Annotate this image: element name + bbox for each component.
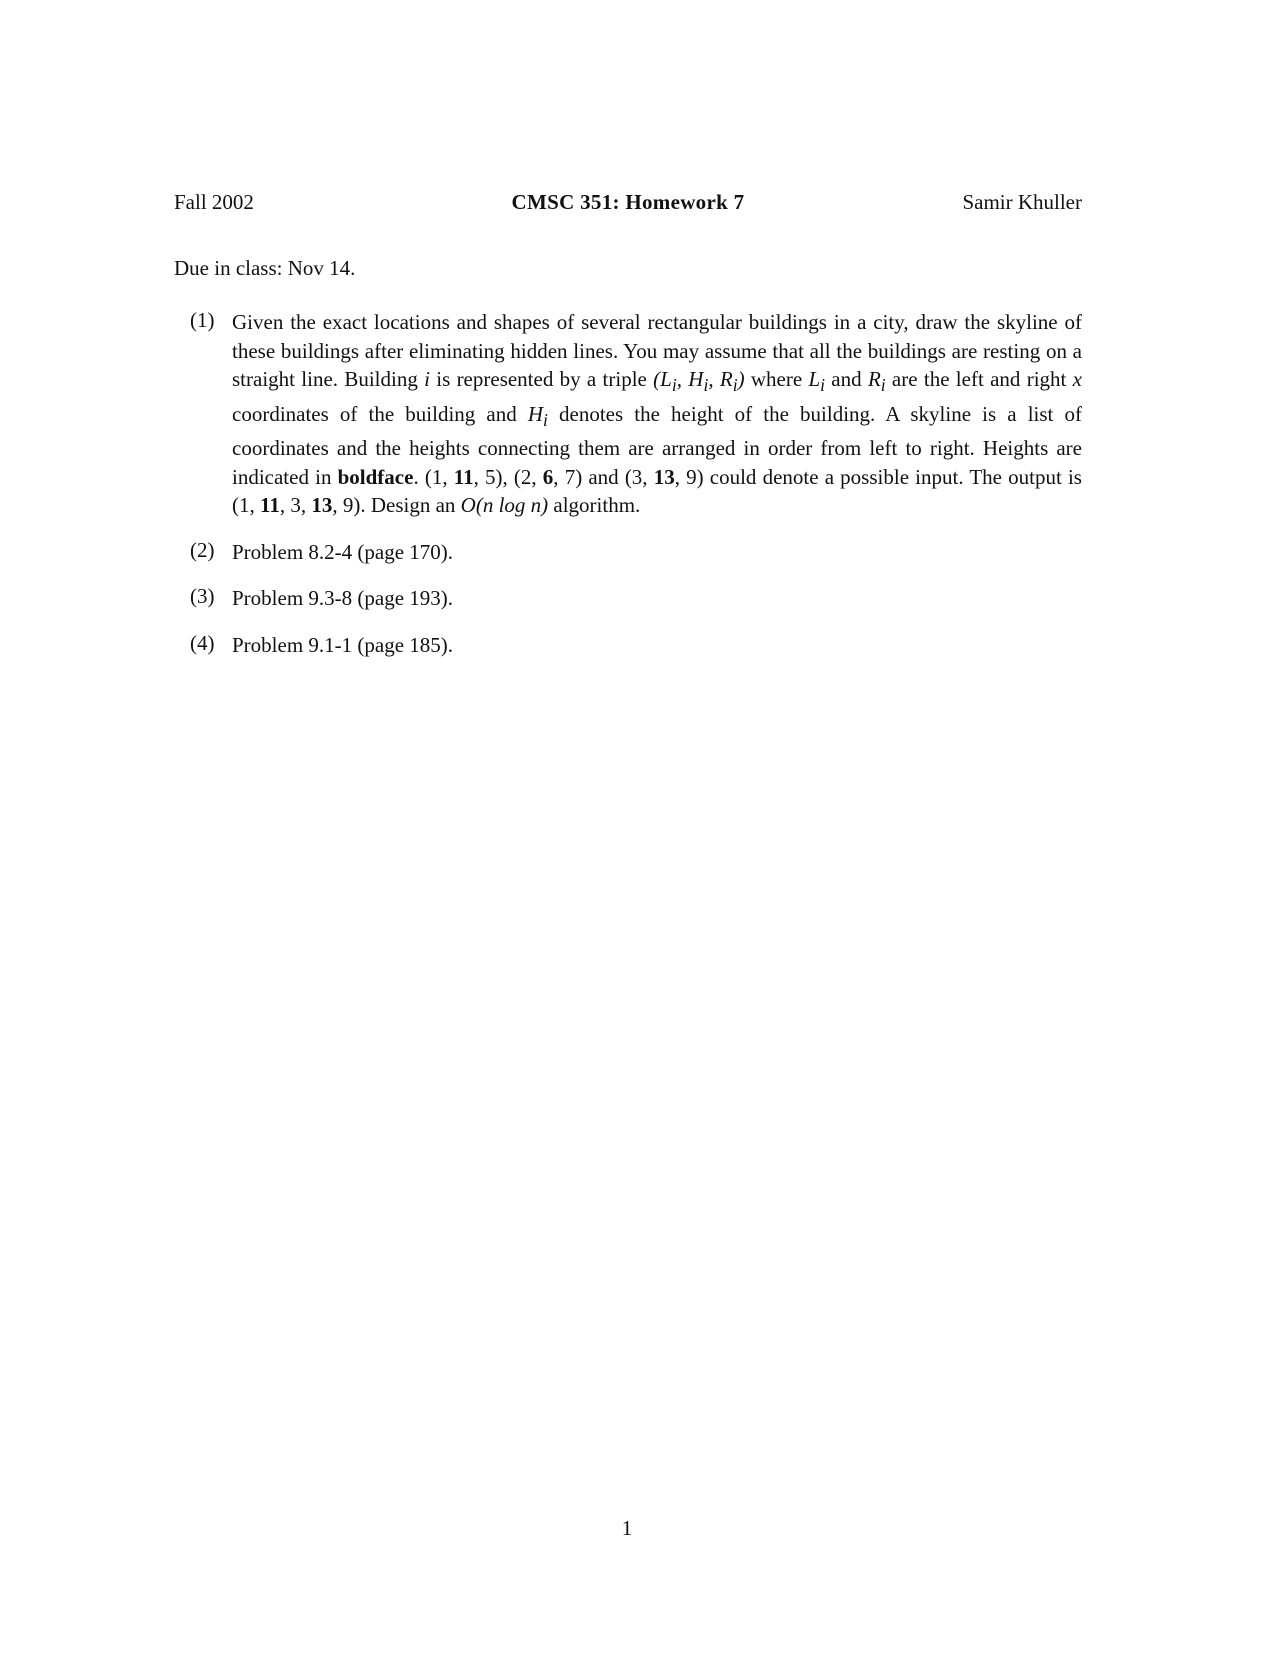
problem-1 (190, 308, 1082, 520)
math-Ri: $R_i$ (867, 367, 886, 396)
height-value: 13 (653, 464, 675, 489)
text-run: algorithm. (548, 493, 641, 518)
problem-text (232, 308, 1082, 520)
height-value: 11 (260, 493, 280, 518)
problem-2 (190, 538, 1082, 567)
math-triple: ($L_i$, $H_i$, $R_i$) (653, 367, 745, 396)
homework-title: CMSC 351: Homework 7 (511, 190, 745, 214)
math-Hi: $H_i$ (527, 401, 548, 430)
math-var: R (867, 367, 881, 391)
text-run: and (825, 367, 868, 391)
text-run: , 7) and (3, (553, 464, 654, 489)
due-date: Due in class: Nov 14. (174, 256, 356, 280)
problem-text: Problem 8.2-4 (page 170). (232, 539, 454, 564)
problem-number: (4) (190, 630, 215, 655)
height-value: 11 (453, 464, 474, 489)
math-var: L (808, 367, 821, 391)
text-run: , 5), (2, (473, 464, 543, 489)
height-value: 6 (542, 464, 554, 489)
text-run: are the left and right (885, 367, 1073, 391)
bold-word: boldface (337, 464, 414, 489)
problem-list (190, 308, 1082, 677)
text-run: coordinates of the building and (232, 401, 528, 426)
page-header (174, 190, 1082, 222)
problem-text: Problem 9.1-1 (page 185). (232, 632, 454, 657)
text-run: , 9). Design an (332, 493, 461, 518)
text-run: Given the exact locations and shapes of several rectangular buildings in a city, draw the skyline of these buildings after eliminating hidden lines. You may assume that all the buildings are resting on a straight line. Building (232, 310, 1082, 391)
height-value: 13 (311, 493, 333, 518)
complexity-expression: O(n log n) (460, 493, 549, 518)
problem-3 (190, 584, 1082, 613)
math-var: (L (653, 367, 672, 391)
page-number: 1 (621, 1516, 633, 1540)
problem-number: (3) (190, 584, 215, 609)
text-run: , 9) could denote a possible input. The output is (1, (232, 464, 1082, 518)
math-var: H (527, 401, 544, 426)
term-label: Fall 2002 (174, 190, 254, 214)
problem-number: (1) (190, 308, 215, 332)
text-run: is represented by a triple (429, 367, 654, 391)
math-Li: $L_i$ (808, 367, 826, 396)
problem-text: Problem 9.3-8 (page 193). (232, 586, 454, 611)
problem-number: (2) (190, 537, 215, 562)
text-run: denotes the height of the building. A skyline is a list of coordinates and the heights connecting them are arranged in order from left to right. Heights are indicated in (232, 401, 1082, 489)
problem-4 (190, 631, 1082, 660)
text-run: , 3, (279, 493, 312, 518)
math-var: i (424, 367, 430, 391)
text-run: where (744, 367, 809, 391)
math-var: x (1072, 367, 1082, 391)
text-run: . (1, (413, 464, 454, 489)
author-name: Samir Khuller (962, 190, 1082, 214)
